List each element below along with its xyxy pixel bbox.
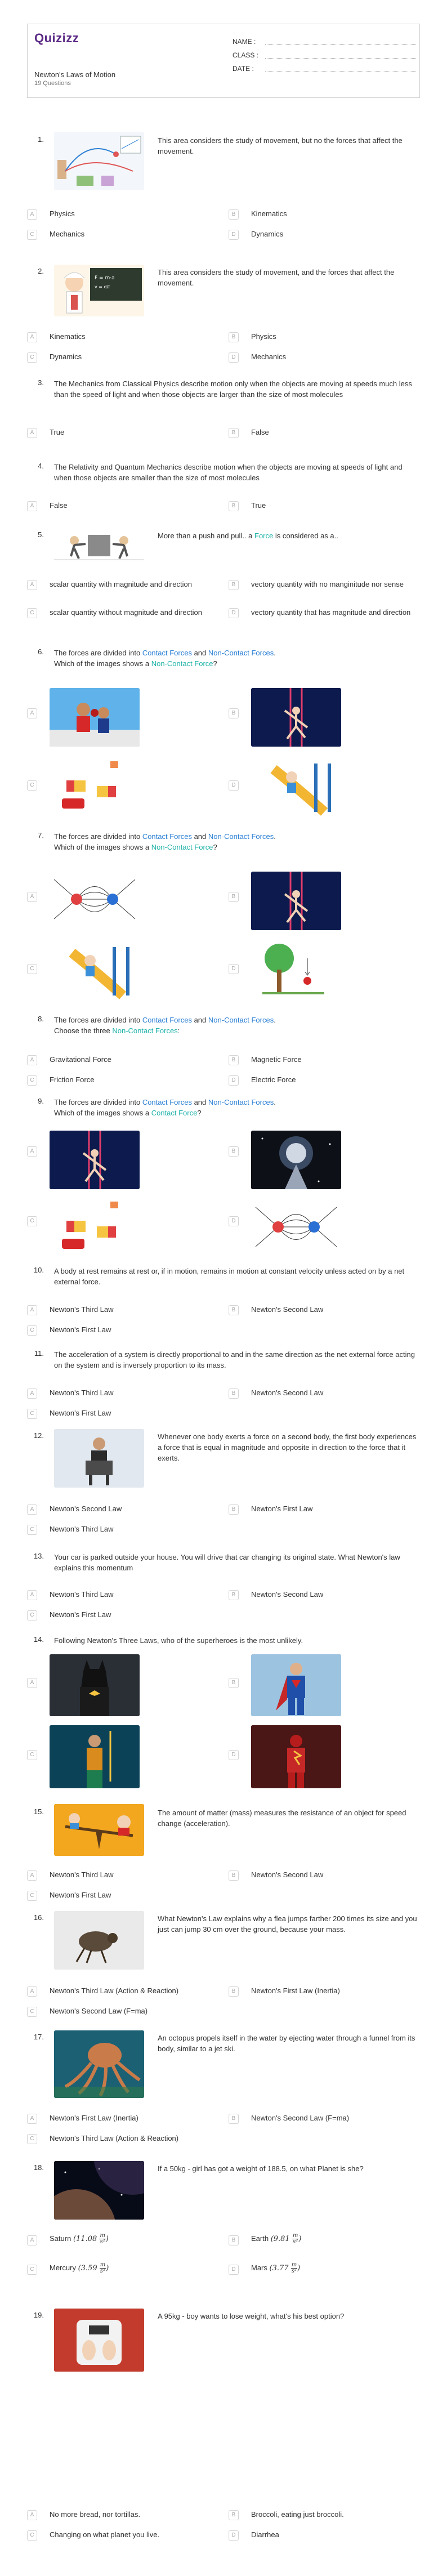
option-text: Newton's Third Law — [50, 1389, 114, 1397]
option-text: Kinematics — [50, 332, 86, 341]
option-c[interactable] — [27, 1323, 218, 1339]
scientist-chalkboard-image — [54, 265, 144, 316]
option-d[interactable] — [229, 2528, 420, 2544]
option-letter: B — [229, 892, 239, 902]
kinematics-diagram-image — [54, 132, 144, 190]
question-text: The amount of matter (mass) measures the resistance of an object for speed change (acceleration). — [158, 1809, 406, 1828]
option-text: False — [251, 428, 269, 436]
option-letter: A — [27, 1590, 37, 1600]
option-letter: A — [27, 708, 37, 718]
question-number: 4. — [38, 462, 44, 470]
option-text: Newton's First Law (Inertia) — [50, 2114, 138, 2122]
option-text: True — [50, 428, 65, 436]
option-b[interactable] — [229, 1303, 420, 1319]
option-text: Newton's Second Law — [251, 1590, 324, 1599]
magnets-image — [50, 1198, 140, 1257]
option-b[interactable] — [229, 1386, 420, 1402]
question-text: What Newton's Law explains why a flea jumps farther 200 times its size and you just can jump 30 cm over the ground, because your mass. — [158, 1914, 417, 1934]
option-letter: C — [27, 2265, 37, 2275]
option-text: Newton's Third Law (Action & Reaction) — [50, 1986, 179, 1995]
superman-image — [251, 1654, 341, 1716]
aerial-silk-acrobat-image — [251, 688, 341, 747]
child-slide-image — [251, 758, 341, 816]
option-text: Newton's Third Law (Action & Reaction) — [50, 2134, 179, 2142]
option-text: Newton's Second Law — [251, 1305, 324, 1314]
option-c[interactable] — [27, 227, 218, 243]
option-text: Newton's Third Law — [50, 1590, 114, 1599]
option-letter: D — [229, 780, 239, 791]
option-c[interactable] — [27, 2132, 218, 2148]
option-d[interactable] — [229, 227, 420, 243]
aquaman-image — [50, 1725, 140, 1788]
magnets-image — [50, 758, 140, 816]
option-text: Broccoli, eating just broccoli. — [251, 2510, 344, 2519]
option-a[interactable] — [27, 2230, 218, 2252]
option-b[interactable] — [229, 2111, 420, 2127]
option-text: Electric Force — [251, 1075, 296, 1084]
option-b[interactable] — [229, 499, 420, 515]
question-number: 3. — [38, 378, 44, 387]
question-text: The forces are divided into Contact Forces and Non-Contact Forces. Which of the images shows a Non-Contact Force? — [54, 649, 276, 668]
aerial-silk-acrobat-image — [251, 872, 341, 930]
option-b[interactable] — [229, 1502, 420, 1518]
option-c[interactable] — [27, 1608, 218, 1624]
option-text: Newton's First Law — [50, 1891, 111, 1899]
question-number: 10. — [33, 1266, 44, 1274]
quizizz-logo: Quizizz — [34, 31, 79, 45]
option-c[interactable] — [27, 1407, 218, 1422]
option-d[interactable] — [229, 1073, 420, 1089]
seesaw-image — [54, 1804, 144, 1856]
option-text: Earth (9.81 $\frac{m}{\text{s²}}$ ) — [251, 2233, 302, 2245]
question-text: Following Newton's Three Laws, who of the superheroes is the most unlikely. — [54, 1636, 303, 1645]
option-letter: A — [27, 1678, 37, 1688]
option-d[interactable] — [229, 2259, 420, 2282]
option-b[interactable] — [229, 426, 420, 441]
electric-field-image — [50, 868, 140, 930]
option-a[interactable] — [27, 426, 218, 441]
option-letter: D — [229, 964, 239, 974]
the-flash-image — [251, 1725, 341, 1788]
option-text: Dynamics — [251, 230, 284, 238]
option-letter: D — [229, 352, 239, 363]
question-text: A body at rest remains at rest or, if in motion, remains in motion at constant velocity unless acted on by a net external force. — [54, 1267, 405, 1286]
question-text: Your car is parked outside your house. You will drive that car changing its original state. What Newton's law explains this momentum — [54, 1553, 400, 1572]
option-text: No more bread, nor tortillas. — [50, 2510, 141, 2519]
option-b[interactable] — [229, 578, 420, 600]
option-text: Kinematics — [251, 209, 287, 218]
option-b[interactable] — [229, 330, 420, 346]
option-c[interactable] — [27, 606, 218, 628]
option-letter: C — [27, 1409, 37, 1419]
question-text: Whenever one body exerts a force on a second body, the first body experiences a force that is equal in magnitude and opposite in direction to the force that it exerts. — [158, 1432, 417, 1462]
option-text: Mercury (3.59 $\frac{m}{\text{s²}}$ ) — [50, 2262, 109, 2274]
option-letter: B — [229, 2114, 239, 2124]
option-text: Mars (3.77 $\frac{m}{\text{s²}}$ ) — [251, 2262, 301, 2274]
option-text: Newton's First Law (Inertia) — [251, 1986, 340, 1995]
option-text: Newton's Third Law — [50, 1870, 114, 1879]
option-letter: C — [27, 964, 37, 974]
option-letter: A — [27, 1146, 37, 1157]
question-number: 6. — [38, 648, 44, 656]
option-text: Gravitational Force — [50, 1055, 111, 1064]
option-letter: A — [27, 428, 37, 438]
question-text: The forces are divided into Contact Forces and Non-Contact Forces. Which of the images shows a Contact Force? — [54, 1098, 276, 1117]
option-a[interactable] — [27, 1502, 218, 1518]
question-count: 19 Questions — [34, 80, 71, 87]
question-text: The Relativity and Quantum Mechanics describe motion when the objects are moving at speeds of light and when those objects are smaller than the size of most molecules — [54, 463, 403, 482]
option-letter: A — [27, 1504, 37, 1515]
option-a[interactable] — [27, 1984, 218, 2000]
option-letter: B — [229, 2235, 239, 2245]
option-text: scalar quantity with magnitude and direction — [50, 580, 192, 588]
question-number: 12. — [33, 1431, 44, 1440]
question-text: The Mechanics from Classical Physics describe motion only when the objects are moving at speeds much less than the speed of light and when those objects are larger than the size of most molecules — [54, 380, 412, 399]
option-letter: B — [229, 428, 239, 438]
option-letter: C — [27, 352, 37, 363]
question-text: This area considers the study of movement, and the forces that affect the movement. — [158, 268, 395, 287]
option-letter: C — [27, 780, 37, 791]
electric-field-image — [251, 1196, 341, 1258]
option-a[interactable] — [27, 1303, 218, 1319]
option-text: Newton's Second Law — [251, 1389, 324, 1397]
question-text: If a 50kg - girl has got a weight of 188.5, on what Planet is she? — [158, 2164, 364, 2173]
option-c[interactable] — [27, 2528, 218, 2544]
option-letter: C — [27, 608, 37, 618]
question-number: 17. — [33, 2033, 44, 2041]
option-text: True — [251, 501, 266, 510]
man-on-chair-image — [54, 1429, 144, 1488]
option-letter: A — [27, 332, 37, 342]
option-letter: C — [27, 1610, 37, 1620]
option-letter: C — [27, 1075, 37, 1086]
option-letter: D — [229, 1075, 239, 1086]
question-text: A 95kg - boy wants to lose weight, what's his best option? — [158, 2312, 345, 2320]
option-text: Newton's First Law — [50, 1325, 111, 1334]
option-c[interactable] — [27, 350, 218, 366]
name-field[interactable]: NAME : — [233, 38, 256, 46]
option-letter: B — [229, 1504, 239, 1515]
option-letter: A — [27, 2235, 37, 2245]
option-letter: C — [27, 1750, 37, 1760]
option-letter: B — [229, 1146, 239, 1157]
option-a[interactable] — [27, 499, 218, 515]
child-slide-image — [50, 941, 140, 1000]
option-text: Changing on what planet you live. — [50, 2530, 160, 2539]
option-text: Physics — [251, 332, 276, 341]
date-field[interactable]: DATE : — [233, 65, 254, 73]
option-letter: B — [229, 1678, 239, 1688]
option-letter: A — [27, 1055, 37, 1065]
option-letter: B — [229, 1389, 239, 1399]
question-number: 8. — [38, 1015, 44, 1023]
option-c[interactable] — [27, 2259, 218, 2282]
question-number: 2. — [38, 267, 44, 275]
option-text: False — [50, 501, 68, 510]
option-letter: A — [27, 2510, 37, 2520]
option-text: Newton's Second Law — [251, 1870, 324, 1879]
option-a[interactable] — [27, 207, 218, 223]
option-a[interactable] — [27, 1868, 218, 1884]
svg-text:v = d/t: v = d/t — [95, 284, 110, 289]
option-letter: C — [27, 1216, 37, 1226]
push-pull-box-image — [54, 528, 144, 563]
question-number: 5. — [38, 530, 44, 539]
option-letter: A — [27, 1870, 37, 1881]
option-a[interactable] — [27, 1588, 218, 1604]
option-letter: B — [229, 209, 239, 220]
option-letter: A — [27, 1305, 37, 1315]
option-text: Saturn (11.08 $\frac{m}{\text{s²}}$ ) — [50, 2233, 109, 2245]
option-text: Magnetic Force — [251, 1055, 302, 1064]
option-b[interactable] — [229, 1984, 420, 2000]
option-letter: B — [229, 332, 239, 342]
option-letter: C — [27, 1525, 37, 1535]
question-text: An octopus propels itself in the water by ejecting water through a funnel from its body, similar to a jet ski. — [158, 2034, 415, 2053]
question-text: The forces are divided into Contact Forces and Non-Contact Forces. Choose the three Non-Contact Forces: — [54, 1016, 276, 1035]
question-number: 18. — [33, 2163, 44, 2172]
option-a[interactable] — [27, 2508, 218, 2524]
option-letter: A — [27, 1389, 37, 1399]
option-d[interactable] — [229, 350, 420, 366]
option-b[interactable] — [229, 1868, 420, 1884]
option-text: vectory quantity with no manginitude nor sense — [251, 580, 404, 588]
option-text: Diarrhea — [251, 2530, 279, 2539]
option-letter: B — [229, 501, 239, 511]
option-text: Newton's First Law — [50, 1409, 111, 1417]
question-text: This area considers the study of movement, but no the forces that affect the movement. — [158, 136, 403, 155]
boxing-punch-image — [50, 688, 140, 747]
option-text: Newton's Second Law (F=ma) — [50, 2007, 148, 2015]
option-c[interactable] — [27, 2004, 218, 2020]
option-letter: A — [27, 2114, 37, 2124]
question-number: 9. — [38, 1097, 44, 1105]
bathroom-scale-image — [54, 2309, 144, 2372]
class-field[interactable]: CLASS : — [233, 51, 258, 59]
option-letter: D — [229, 2530, 239, 2541]
question-number: 11. — [34, 1349, 44, 1358]
option-letter: D — [229, 1216, 239, 1226]
option-c[interactable] — [27, 1523, 218, 1538]
question-number: 13. — [33, 1552, 44, 1560]
option-text: Mechanics — [50, 230, 85, 238]
option-letter: C — [27, 230, 37, 240]
option-letter: B — [229, 2510, 239, 2520]
question-text: More than a push and pull.. a Force is considered as a.. — [158, 532, 338, 540]
option-letter: A — [27, 501, 37, 511]
option-text: Newton's Third Law — [50, 1525, 114, 1533]
question-number: 19. — [33, 2311, 44, 2319]
option-b[interactable] — [229, 1588, 420, 1604]
option-letter: D — [229, 230, 239, 240]
option-b[interactable] — [229, 2508, 420, 2524]
option-letter: B — [229, 1590, 239, 1600]
option-letter: B — [229, 1055, 239, 1065]
option-letter: A — [27, 209, 37, 220]
option-letter: A — [27, 580, 37, 590]
option-text: Newton's First Law — [251, 1504, 313, 1513]
svg-text:F = m·a: F = m·a — [95, 275, 115, 281]
option-letter: C — [27, 2007, 37, 2017]
option-text: Friction Force — [50, 1075, 95, 1084]
space-astronaut-image — [251, 1131, 341, 1189]
octopus-image — [54, 2030, 144, 2098]
option-text: Mechanics — [251, 352, 287, 361]
option-b[interactable] — [229, 2230, 420, 2252]
option-letter: C — [27, 1325, 37, 1336]
option-letter: D — [229, 2265, 239, 2275]
option-d[interactable] — [229, 606, 420, 628]
worksheet-title: Newton's Laws of Motion — [34, 70, 116, 79]
option-letter: B — [229, 1870, 239, 1881]
option-text: vectory quantity that has magnitude and direction — [251, 608, 411, 617]
option-b[interactable] — [229, 207, 420, 223]
batman-image — [50, 1654, 140, 1716]
option-letter: C — [27, 2530, 37, 2541]
question-number: 15. — [33, 1807, 44, 1816]
falling-apple-tree-image — [251, 941, 341, 1000]
option-letter: D — [229, 1750, 239, 1760]
question-text: The forces are divided into Contact Forces and Non-Contact Forces. Which of the images shows a Non-Contact Force? — [54, 832, 276, 851]
option-text: Newton's First Law — [50, 1610, 111, 1619]
aerial-silk-acrobat-image — [50, 1131, 140, 1189]
option-c[interactable] — [27, 1073, 218, 1089]
option-a[interactable] — [27, 578, 218, 600]
option-text: Newton's Second Law — [50, 1504, 122, 1513]
option-letter: D — [229, 608, 239, 618]
option-text: Newton's Third Law — [50, 1305, 114, 1314]
option-a[interactable] — [27, 330, 218, 346]
option-letter: B — [229, 580, 239, 590]
option-text: Dynamics — [50, 352, 82, 361]
question-number: 16. — [33, 1913, 44, 1922]
option-letter: B — [229, 1305, 239, 1315]
question-text: The acceleration of a system is directly proportional to and in the same direction as the net external force acting on the system and is inversely proportion to its mass. — [54, 1350, 415, 1369]
option-letter: C — [27, 2134, 37, 2144]
option-a[interactable] — [27, 2111, 218, 2127]
worksheet-header — [27, 24, 420, 98]
option-letter: B — [229, 1986, 239, 1997]
question-number: 1. — [38, 135, 44, 144]
option-text: Physics — [50, 209, 75, 218]
question-number: 7. — [38, 831, 44, 840]
planet-horizon-image — [54, 2161, 144, 2220]
option-c[interactable] — [27, 1889, 218, 1904]
option-letter: B — [229, 708, 239, 718]
option-letter: C — [27, 1891, 37, 1901]
option-a[interactable] — [27, 1386, 218, 1402]
option-text: scalar quantity without magnitude and direction — [50, 608, 202, 617]
option-a[interactable] — [27, 1053, 218, 1069]
option-letter: A — [27, 1986, 37, 1997]
question-number: 14. — [33, 1635, 44, 1644]
option-text: Newton's Second Law (F=ma) — [251, 2114, 350, 2122]
option-letter: A — [27, 892, 37, 902]
option-b[interactable] — [229, 1053, 420, 1069]
flea-image — [54, 1911, 144, 1970]
